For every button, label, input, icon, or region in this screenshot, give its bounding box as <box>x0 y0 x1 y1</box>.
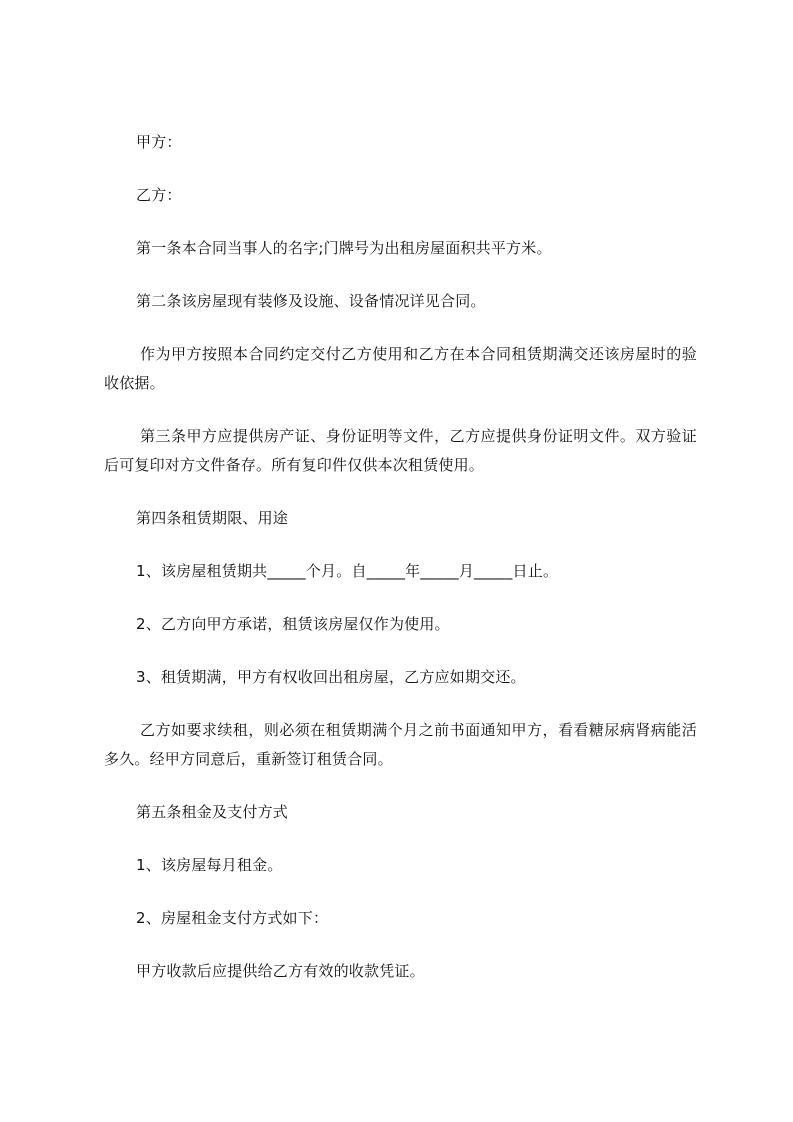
party-b-label: 乙方： <box>136 186 182 204</box>
article-2-detail: 作为甲方按照本合同约定交付乙方使用和乙方在本合同租赁期满交还该房屋时的验收依据。 <box>104 345 697 392</box>
article-5-item-2: 2、房屋租金支付方式如下： <box>136 909 329 927</box>
article-5-heading: 第五条租金及支付方式 <box>136 803 289 821</box>
article-4-heading: 第四条租赁期限、用途 <box>136 509 289 527</box>
article-4-item-2: 2、乙方向甲方承诺，租赁该房屋仅作为使用。 <box>136 615 450 633</box>
article-4-renewal: 乙方如要求续租，则必须在租赁期满个月之前书面通知甲方，看看糖尿病肾病能活多久。经甲方同意后，重新签订租赁合同。 <box>104 721 697 768</box>
article-5-receipt: 甲方收款后应提供给乙方有效的收款凭证。 <box>136 962 425 980</box>
article-1: 第一条本合同当事人的名字;门牌号为出租房屋面积共平方米。 <box>136 239 552 257</box>
party-a-label: 甲方： <box>136 133 182 151</box>
article-3: 第三条甲方应提供房产证、身份证明等文件，乙方应提供身份证明文件。双方验证后可复印对方文件备存。所有复印件仅供本次租赁使用。 <box>104 427 697 474</box>
article-2: 第二条该房屋现有装修及设施、设备情况详见合同。 <box>136 292 486 310</box>
article-5-item-1: 1、该房屋每月租金。 <box>136 856 283 874</box>
article-4-item-3: 3、租赁期满，甲方有权收回出租房屋，乙方应如期交还。 <box>136 668 526 686</box>
article-4-item-1: 1、该房屋租赁期共_____个月。自_____年_____月_____日止。 <box>136 562 559 580</box>
